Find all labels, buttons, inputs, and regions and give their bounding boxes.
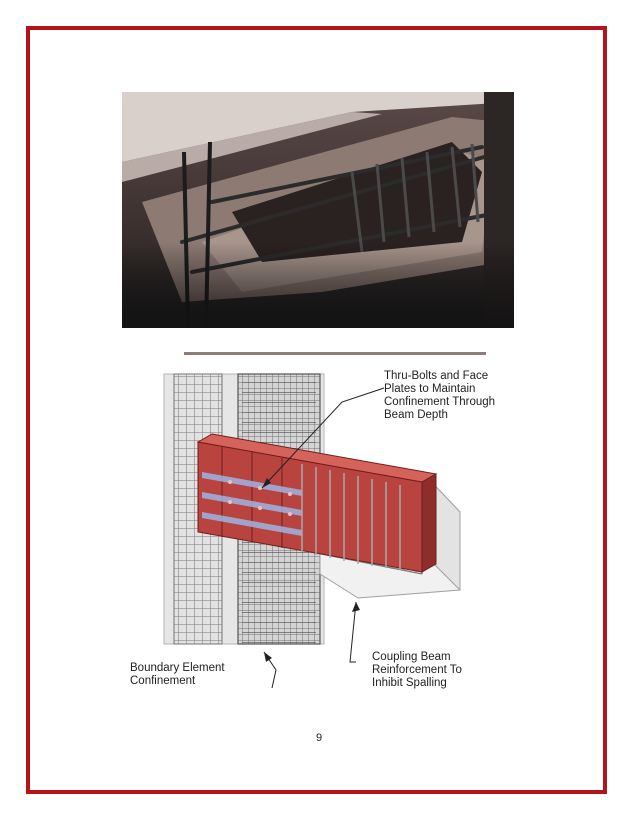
page-number: 9: [315, 732, 323, 744]
damaged-beam-photo: [122, 92, 514, 328]
callout-boundary-element: Boundary Element Confinement: [130, 662, 225, 687]
callout-coupling-beam: Coupling Beam Reinforcement To Inhibit Spalling: [372, 651, 462, 689]
callout-thru-bolts: Thru-Bolts and Face Plates to Maintain Confinement Through Beam Depth: [384, 370, 496, 421]
